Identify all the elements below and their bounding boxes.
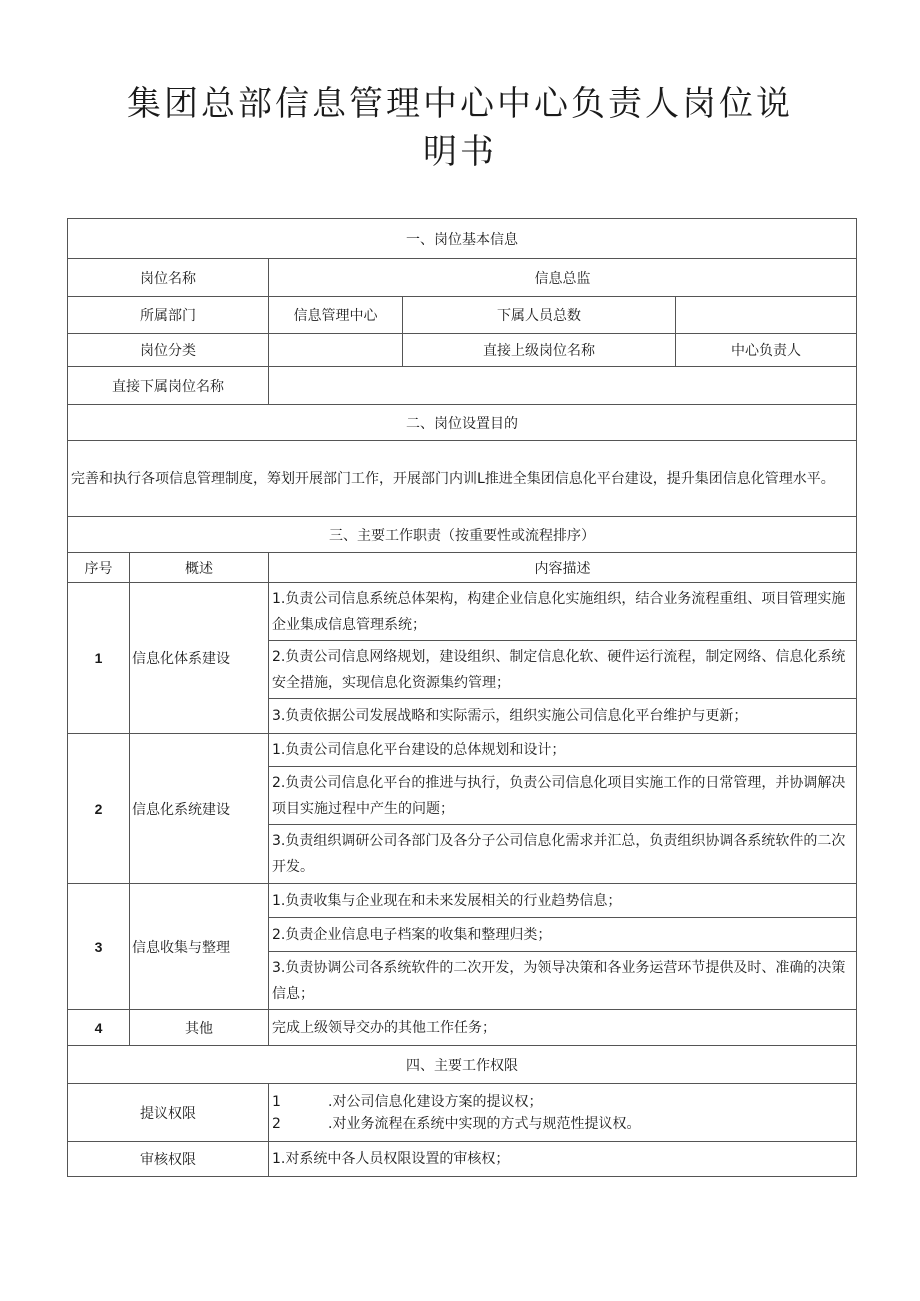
- col-header-no: 序号: [68, 553, 130, 583]
- job-description-table: [67, 218, 857, 1177]
- department-value: 信息管理中心: [269, 297, 403, 334]
- duty-group-summary: 其他: [130, 1010, 269, 1046]
- duty-group-summary: 信息收集与整理: [130, 884, 269, 1010]
- duty-item: 3.负责依据公司发展战略和实际需示，组织实施公司信息化平台维护与更新；: [269, 699, 857, 734]
- section4-heading: 四、主要工作权限: [68, 1046, 857, 1084]
- proposal-item-number: 2: [272, 1115, 281, 1132]
- position-name-value: 信息总监: [269, 259, 857, 297]
- department-label: 所属部门: [68, 297, 269, 334]
- subordinate-positions-value: [269, 367, 857, 405]
- duty-item: 2.负责公司信息化平台的推进与执行，负责公司信息化项目实施工作的日常管理，并协调解决项目实施过程中产生的问题；: [269, 767, 857, 825]
- duty-item: 完成上级领导交办的其他工作任务；: [269, 1010, 857, 1046]
- superior-label: 直接上级岗位名称: [403, 334, 676, 367]
- section1-heading: 一、岗位基本信息: [68, 219, 857, 259]
- category-value: [269, 334, 403, 367]
- proposal-item-number: 1: [272, 1093, 281, 1110]
- subordinate-count-label: 下属人员总数: [403, 297, 676, 334]
- section2-heading: 二、岗位设置目的: [68, 405, 857, 441]
- proposal-item: [269, 1113, 856, 1135]
- review-label: 审核权限: [68, 1142, 269, 1177]
- proposal-item: [269, 1091, 856, 1113]
- proposal-list: [269, 1084, 857, 1142]
- review-text: 1.对系统中各人员权限设置的审核权；: [269, 1142, 857, 1177]
- subordinate-positions-label: 直接下属岗位名称: [68, 367, 269, 405]
- duty-item: 2.负责公司信息网络规划，建设组织、制定信息化软、硬件运行流程，制定网络、信息化系统安全措施，实现信息化资源集约管理；: [269, 641, 857, 699]
- proposal-label: 提议权限: [68, 1084, 269, 1142]
- duty-group-summary: 信息化系统建设: [130, 734, 269, 884]
- duty-item: 1.负责收集与企业现在和未来发展相关的行业趋势信息；: [269, 884, 857, 918]
- duty-group-number: 3: [68, 884, 130, 1010]
- superior-value: 中心负责人: [676, 334, 857, 367]
- proposal-item-text: .对公司信息化建设方案的提议权；: [328, 1093, 543, 1110]
- duty-item: 1.负责公司信息系统总体架构，构建企业信息化实施组织，结合业务流程重组、项目管理实施企业集成信息管理系统；: [269, 583, 857, 641]
- duty-item: 3.负责组织调研公司各部门及各分子公司信息化需求并汇总，负责组织协调各系统软件的二次开发。: [269, 825, 857, 884]
- col-header-summary: 概述: [130, 553, 269, 583]
- duty-item: 3.负责协调公司各系统软件的二次开发，为领导决策和各业务运营环节提供及时、准确的决策信息；: [269, 952, 857, 1010]
- duty-item: 1.负责公司信息化平台建设的总体规划和设计；: [269, 734, 857, 767]
- col-header-desc: 内容描述: [269, 553, 857, 583]
- section3-heading: 三、主要工作职责（按重要性或流程排序）: [68, 517, 857, 553]
- document-title-line2: 明书: [423, 132, 497, 172]
- duty-group-summary: 信息化体系建设: [130, 583, 269, 734]
- subordinate-count-value: [676, 297, 857, 334]
- duty-item: 2.负责企业信息电子档案的收集和整理归类；: [269, 918, 857, 952]
- duty-group-number: 4: [68, 1010, 130, 1046]
- proposal-item-text: .对业务流程在系统中实现的方式与规范性提议权。: [328, 1115, 641, 1132]
- duty-group-number: 1: [68, 583, 130, 734]
- category-label: 岗位分类: [68, 334, 269, 367]
- duty-group-number: 2: [68, 734, 130, 884]
- section2-text: 完善和执行各项信息管理制度，筹划开展部门工作，开展部门内训L推进全集团信息化平台建设，提升集团信息化管理水平。: [68, 441, 857, 517]
- document-title-line1: 集团总部信息管理中心中心负责人岗位说: [127, 84, 793, 124]
- position-name-label: 岗位名称: [68, 259, 269, 297]
